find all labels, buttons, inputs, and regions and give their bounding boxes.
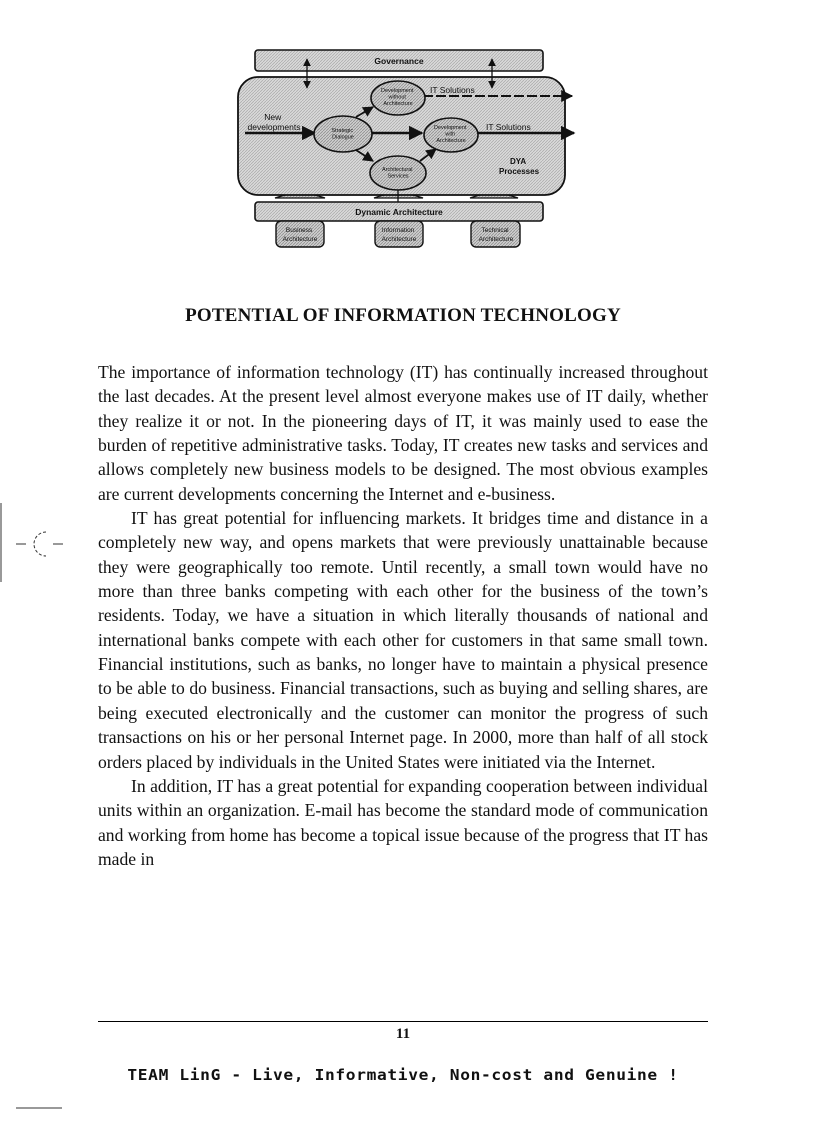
business-architecture-box <box>276 221 324 247</box>
svg-text:Development with A: Development with Architecture <box>434 125 467 144</box>
footer-tagline: TEAM LinG - Live, Informative, Non-cost and Genuine ! <box>127 1066 679 1084</box>
svg-text:Architectural Services: Architectural Services <box>381 167 413 180</box>
technical-architecture-box <box>471 221 520 247</box>
svg-text:Technical Architecture: Technical Architecture <box>478 227 514 243</box>
svg-text:Information Architecture: Information Architecture <box>381 227 417 243</box>
registration-mark <box>0 500 70 585</box>
dynamic-architecture-label: Dynamic Architecture <box>355 207 443 217</box>
information-architecture-box <box>375 221 423 247</box>
crop-mark <box>0 1100 70 1110</box>
it-solutions-top-label: IT Solutions <box>430 85 475 95</box>
svg-text:Strategic Dialogue: Strategic Dialogue <box>331 128 354 141</box>
page-number: 11 <box>395 1026 411 1042</box>
paragraph: IT has great potential for influencing markets. It bridges time and distance in a completely new way, and opens markets that were previously unattainable because they were geographically too remote. Until recently, a small town would have no more than three banks competing with each other for the business of the town’s residents. Today, we have a situation in which literally thousands of national and international banks compete with each other for customers in that same small town. Financial institutions, such as banks, no longer have to maintain a physical presence to be able to do business. Financial transactions, such as buying and selling shares, are being executed electronically and the customer can monitor the progress of such transactions on his or her personal Internet page. In 2000, more than half of all stock orders placed by individuals in the United States were initiated via the Internet. <box>98 508 708 772</box>
paragraph: The importance of information technology (IT) has continually increased throughout the last decades. At the present level almost everyone makes use of IT daily, whether they realize it or not. In the pioneering days of IT, it was mainly used to ease the burden of repetitive administrative tasks. Today, IT creates new tasks and services and allows completely new business models to be designed. The most obvious examples are current developments concerning the Internet and e-business. <box>98 362 708 504</box>
governance-label: Governance <box>374 56 424 66</box>
dya-diagram <box>230 44 590 259</box>
body-text <box>98 360 708 871</box>
svg-text:Business Architecture: Business Architecture <box>282 227 318 243</box>
it-solutions-mid-label: IT Solutions <box>486 122 531 132</box>
svg-text:Development without: Development without Architecture <box>381 88 414 107</box>
paragraph: In addition, IT has a great potential for expanding cooperation between individual units within an organization. E-mail has become the standard mode of communication and working from home has become a topical issue because of the progress that IT has made in <box>98 775 708 869</box>
section-title: POTENTIAL OF INFORMATION TECHNOLOGY <box>185 305 621 326</box>
new-developments-label: New developments <box>247 112 301 132</box>
footer-rule <box>98 1021 708 1022</box>
dya-processes-label: DYA Processes <box>498 157 540 176</box>
